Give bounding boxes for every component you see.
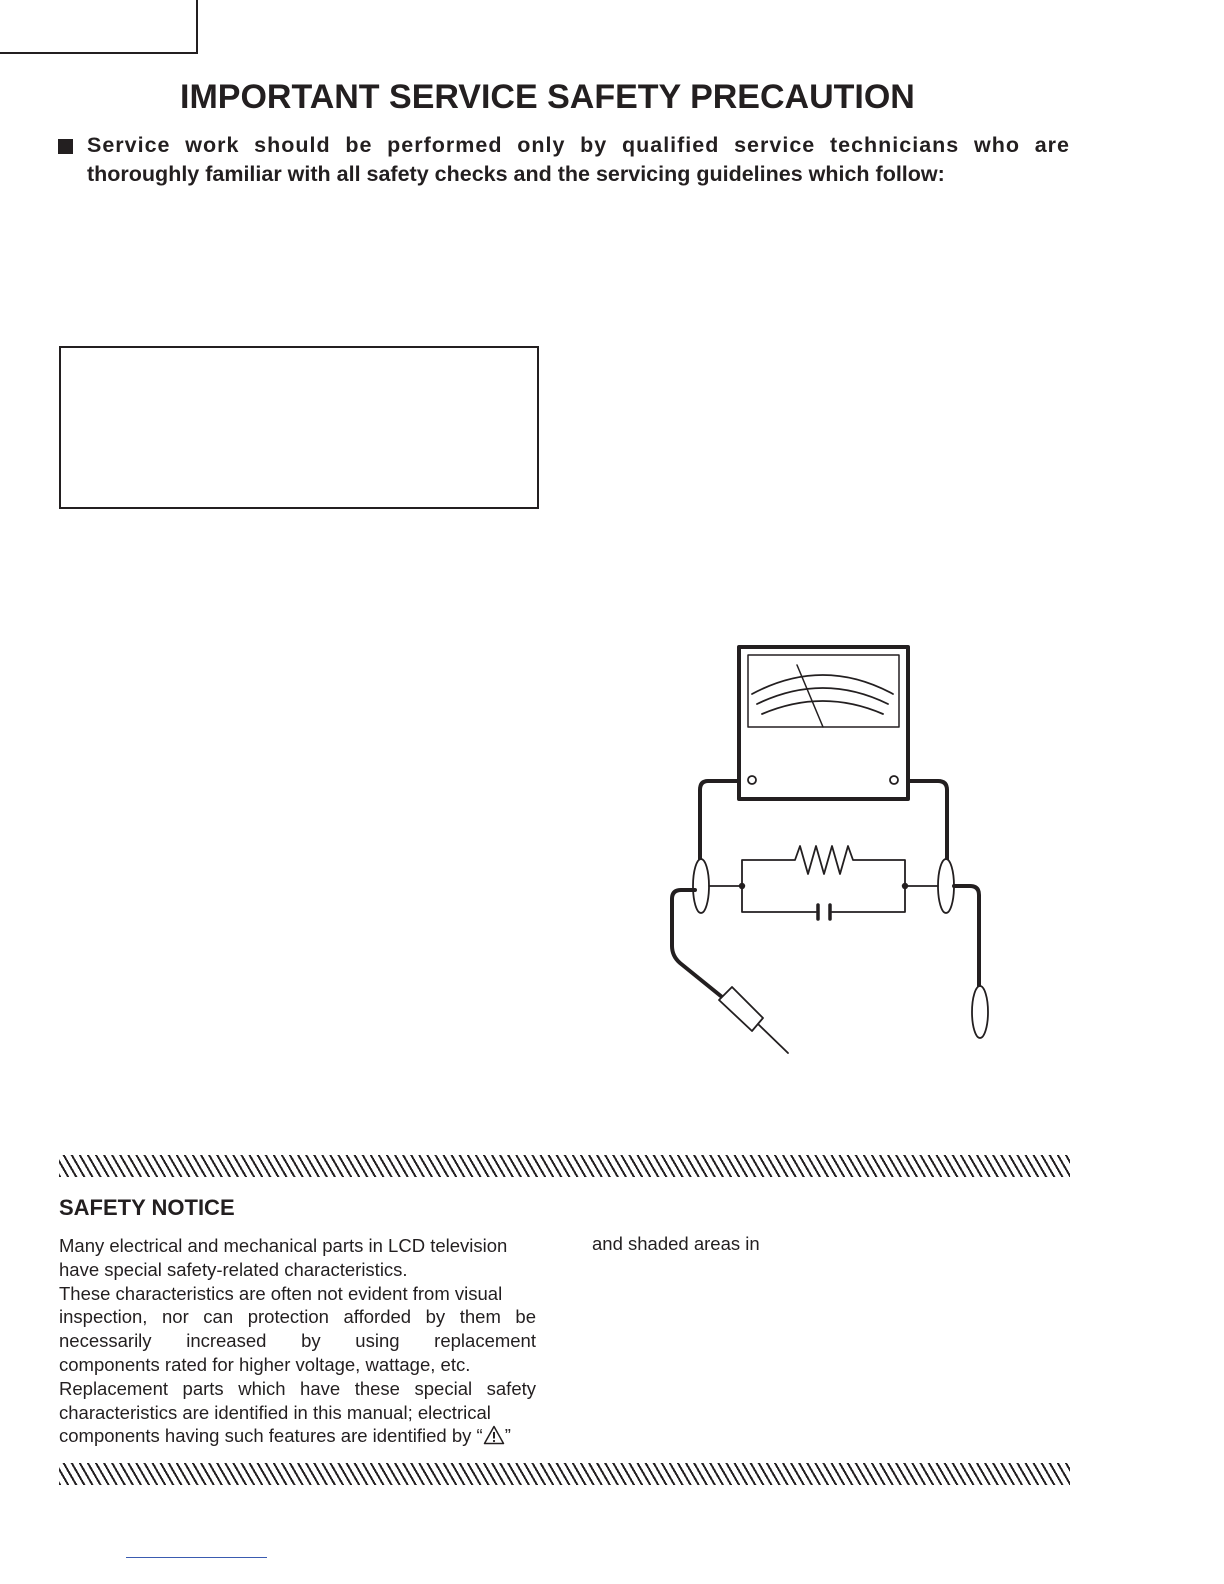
lead-right-upper — [908, 781, 947, 862]
black-square-bullet-icon — [58, 139, 73, 154]
safety-notice-line: characteristics are identified in this manual; electrical — [59, 1401, 491, 1423]
lead-right-lower — [954, 886, 979, 986]
meter-scale-arc-1 — [752, 675, 893, 694]
safety-notice-last-line — [59, 1424, 536, 1448]
hatched-divider-top — [59, 1155, 1070, 1177]
meter-body — [739, 647, 908, 799]
safety-notice-line: Replacement parts which have these special safety — [59, 1377, 536, 1399]
safety-notice-line: components rated for higher voltage, wattage, etc. — [59, 1353, 471, 1375]
leakage-test-circuit-diagram — [660, 640, 1000, 1060]
footer-rule — [126, 1557, 267, 1558]
safety-notice-line: necessarily increased by using replacement — [59, 1330, 536, 1352]
test-probe-tip — [758, 1024, 788, 1053]
clip-left — [693, 859, 709, 913]
last-line-text: components having such features are identified by “ — [59, 1425, 483, 1447]
corner-tab-frame — [0, 0, 198, 54]
intro-line-1: Service work should be performed only by qualified service technicians who are — [87, 133, 1070, 157]
ground-clip — [972, 986, 988, 1038]
safety-notice-line: These characteristics are often not evident from visual — [59, 1282, 503, 1304]
intro-line-2: thoroughly familiar with all safety checks and the servicing guidelines which follow: — [87, 162, 945, 186]
safety-notice-line: inspection, nor can protection afforded by them be — [59, 1306, 536, 1328]
safety-notice-right-column: and shaded areas in — [592, 1233, 760, 1254]
meter-terminal-left — [748, 776, 756, 784]
safety-notice-heading: SAFETY NOTICE — [59, 1195, 235, 1220]
meter-terminal-right — [890, 776, 898, 784]
meter-scale-arc-3 — [762, 701, 883, 714]
resistor-branch — [742, 846, 905, 886]
safety-notice-left-column — [59, 1234, 536, 1448]
clip-right — [938, 859, 954, 913]
lead-left-upper — [700, 781, 739, 862]
hatched-divider-bottom — [59, 1463, 1070, 1485]
warning-triangle-icon — [483, 1425, 505, 1445]
safety-notice-line: have special safety-related characteristics. — [59, 1258, 408, 1280]
empty-frame-box — [59, 346, 539, 509]
safety-notice-line: Many electrical and mechanical parts in LCD television — [59, 1235, 508, 1256]
capacitor-branch-wire — [742, 886, 905, 912]
page-title: IMPORTANT SERVICE SAFETY PRECAUTION — [180, 78, 915, 116]
test-probe-body — [719, 987, 763, 1031]
junction-dot-left — [739, 883, 745, 889]
meter-dial-window — [748, 655, 899, 727]
junction-dot-right — [902, 883, 908, 889]
last-line-close-quote: ” — [504, 1425, 511, 1447]
